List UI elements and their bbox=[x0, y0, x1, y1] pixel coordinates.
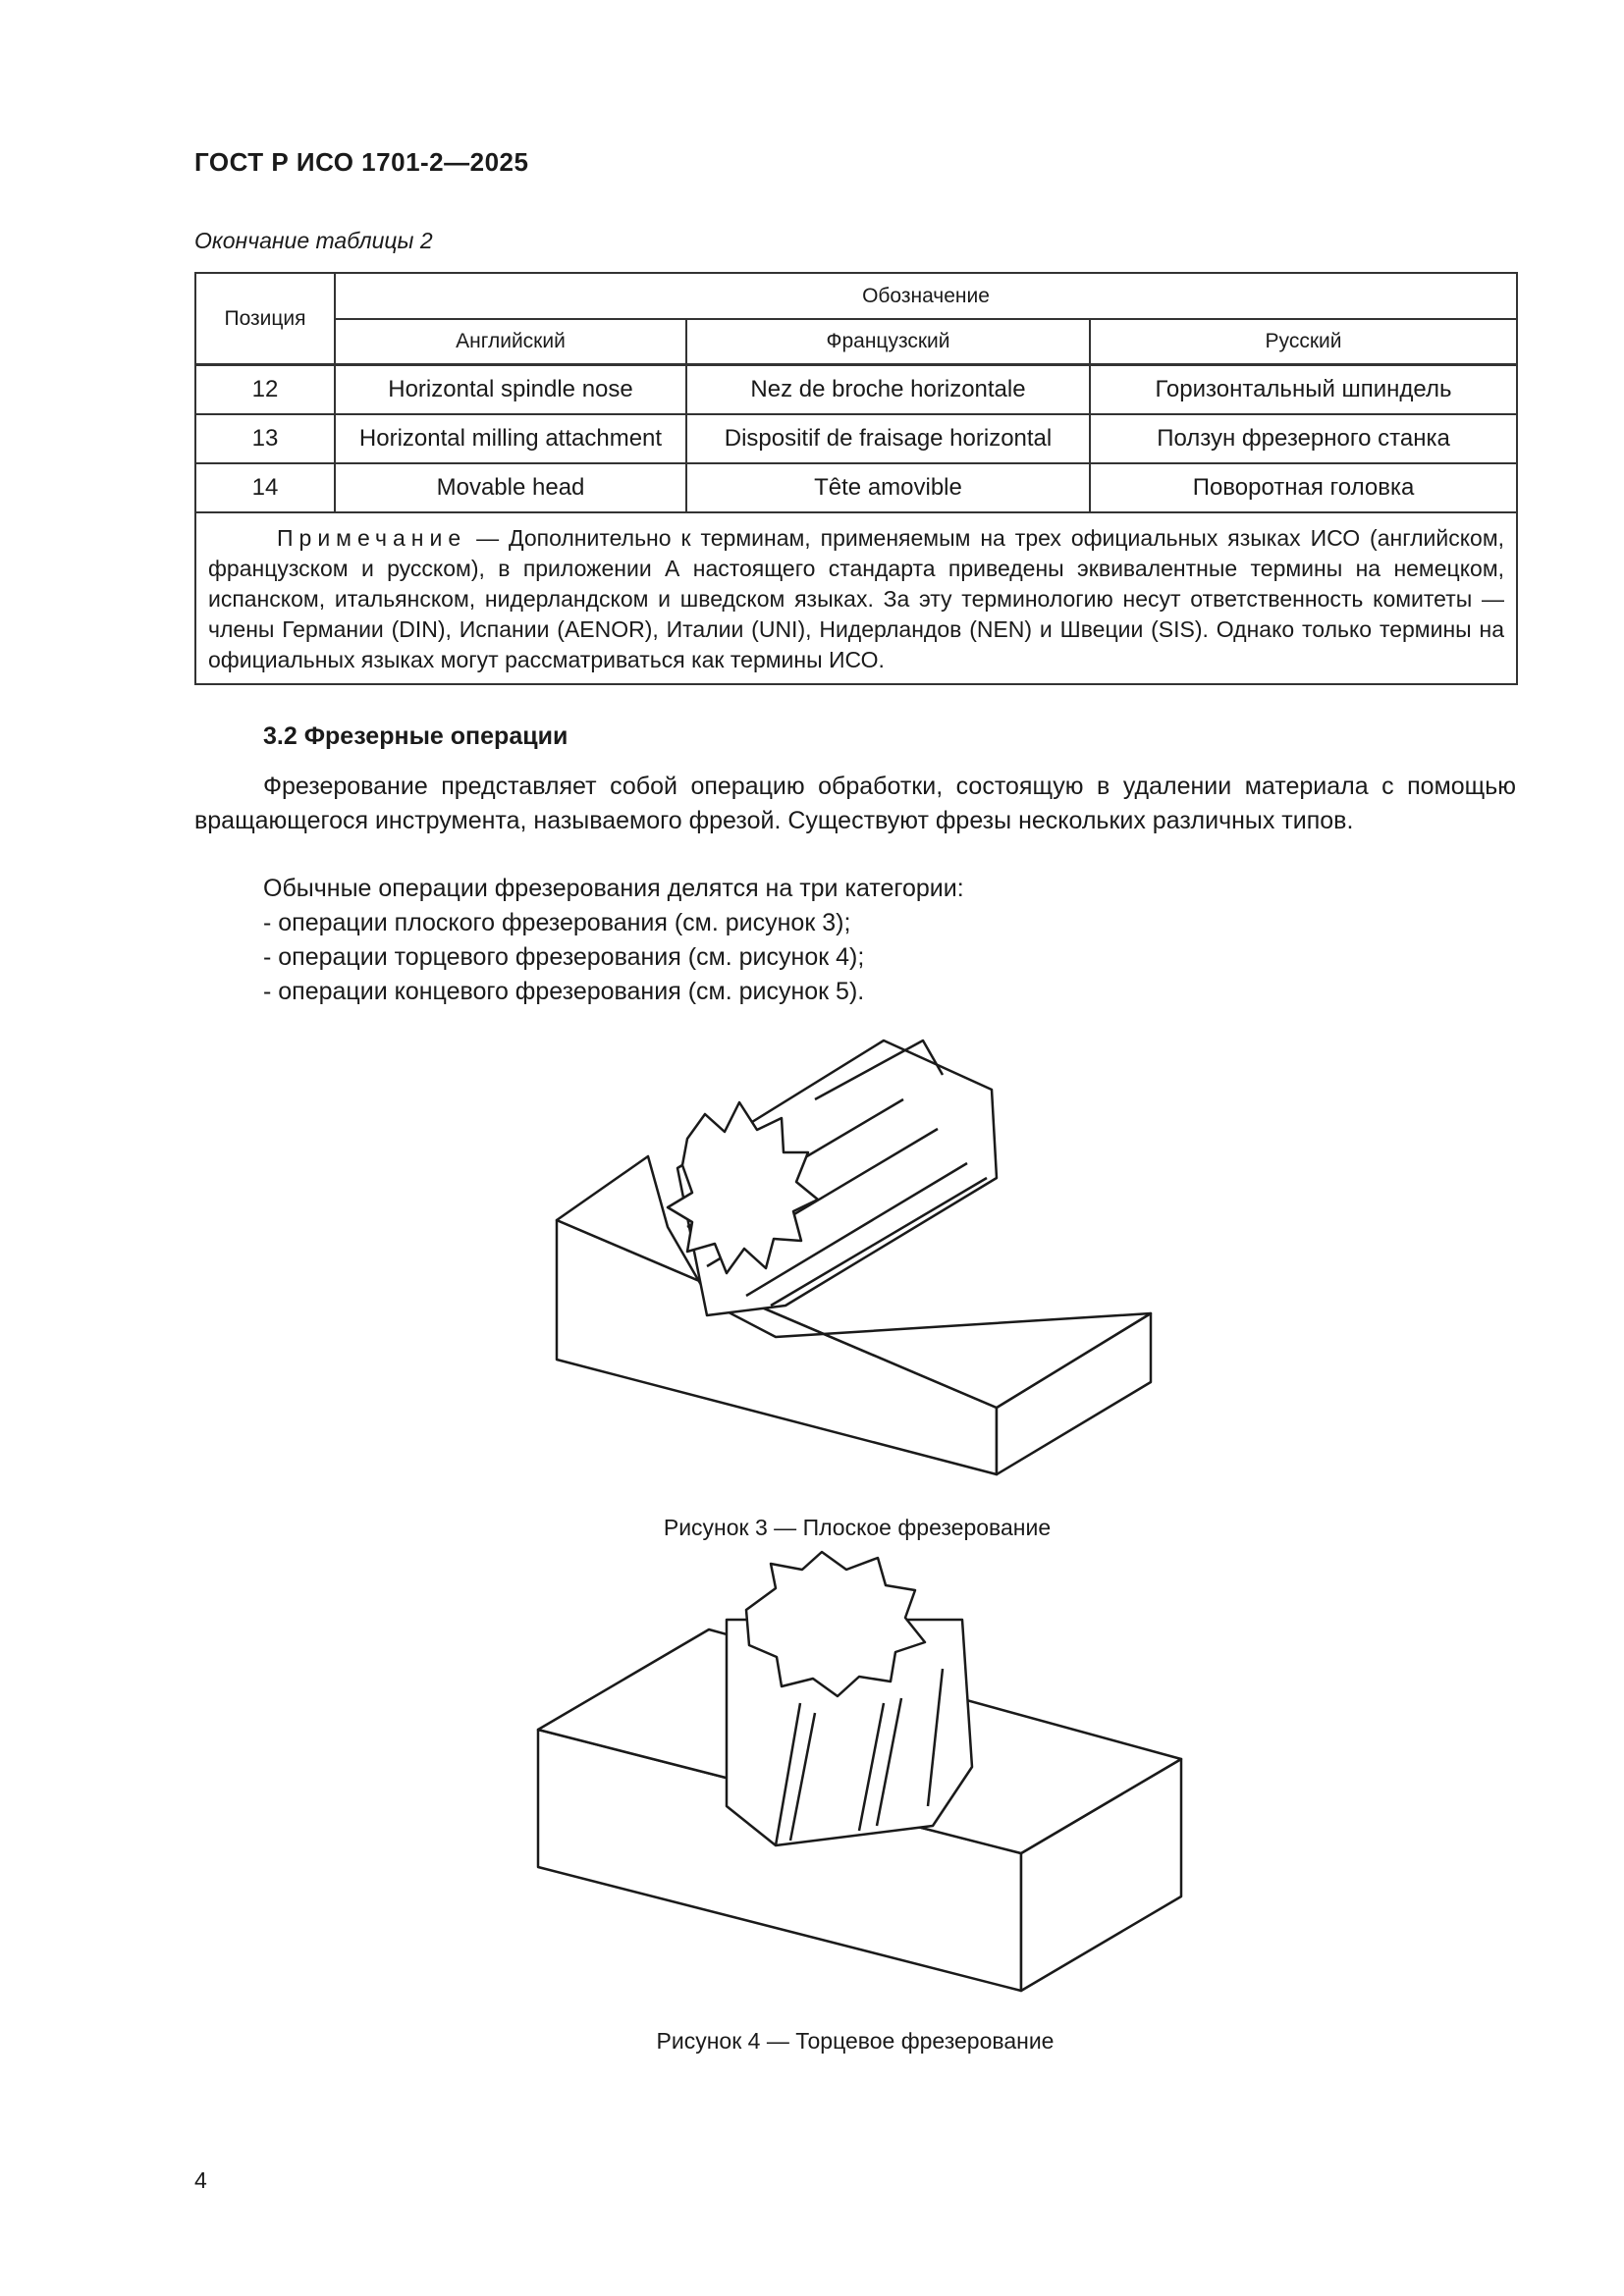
paragraph-categories: Обычные операции фрезерования делятся на три категории: bbox=[263, 875, 964, 902]
cell-english: Movable head bbox=[335, 463, 686, 512]
document-header: ГОСТ Р ИСО 1701-2—2025 bbox=[194, 147, 529, 177]
section-title: 3.2 Фрезерные операции bbox=[263, 722, 568, 750]
paragraph-milling: Фрезерование представляет собой операцию обработки, состоящую в удалении материала с помощью вращающегося инструмента, называемого фрезой. Существуют фрезы нескольких различных типов. bbox=[194, 773, 1516, 834]
figure-3-caption: Рисунок 3 — Плоское фрезерование bbox=[663, 1515, 1052, 1540]
cell-french: Tête amovible bbox=[686, 463, 1090, 512]
table-caption: Окончание таблицы 2 bbox=[194, 228, 433, 253]
cell-french: Dispositif de fraisage horizontal bbox=[686, 414, 1090, 463]
list-item: - операции концевого фрезерования (см. рисунок 5). bbox=[263, 978, 865, 1005]
list-item: - операции плоского фрезерования (см. рисунок 3); bbox=[263, 909, 851, 936]
cell-english: Horizontal milling attachment bbox=[335, 414, 686, 463]
header-french: Французский bbox=[686, 319, 1090, 365]
header-russian: Русский bbox=[1090, 319, 1517, 365]
cell-russian: Поворотная головка bbox=[1090, 463, 1517, 512]
cell-russian: Ползун фрезерного станка bbox=[1090, 414, 1517, 463]
figure-4-caption: Рисунок 4 — Торцевое фрезерование bbox=[656, 2028, 1055, 2054]
cell-english: Horizontal spindle nose bbox=[335, 365, 686, 415]
header-position: Позиция bbox=[195, 273, 335, 365]
list-item: - операции торцевого фрезерования (см. рисунок 4); bbox=[263, 943, 865, 971]
header-designation: Обозначение bbox=[335, 273, 1517, 319]
cell-position: 14 bbox=[195, 463, 335, 512]
page-number: 4 bbox=[194, 2167, 207, 2193]
cell-position: 13 bbox=[195, 414, 335, 463]
note-label: Примечание bbox=[277, 525, 467, 551]
cell-position: 12 bbox=[195, 365, 335, 415]
note-text: — Дополнительно к терминам, применяемым на трех официальных языках ИСО (английском, французском и русском), в приложении А настоящего стандарта приведены эквивалентные термины на немецком, испанском, итальянском, нидерландском и шведском языках. За эту терминологию несут ответственность комитеты — члены Германии (DIN), Испании (AENOR), Италии (UNI), Нидерландов (NEN) и Швеции (SIS). Однако только термины на официальных языках могут рассматриваться как термины ИСО. bbox=[208, 525, 1505, 672]
cell-russian: Горизонтальный шпиндель bbox=[1090, 365, 1517, 415]
header-english: Английский bbox=[335, 319, 686, 365]
cell-french: Nez de broche horizontale bbox=[686, 365, 1090, 415]
